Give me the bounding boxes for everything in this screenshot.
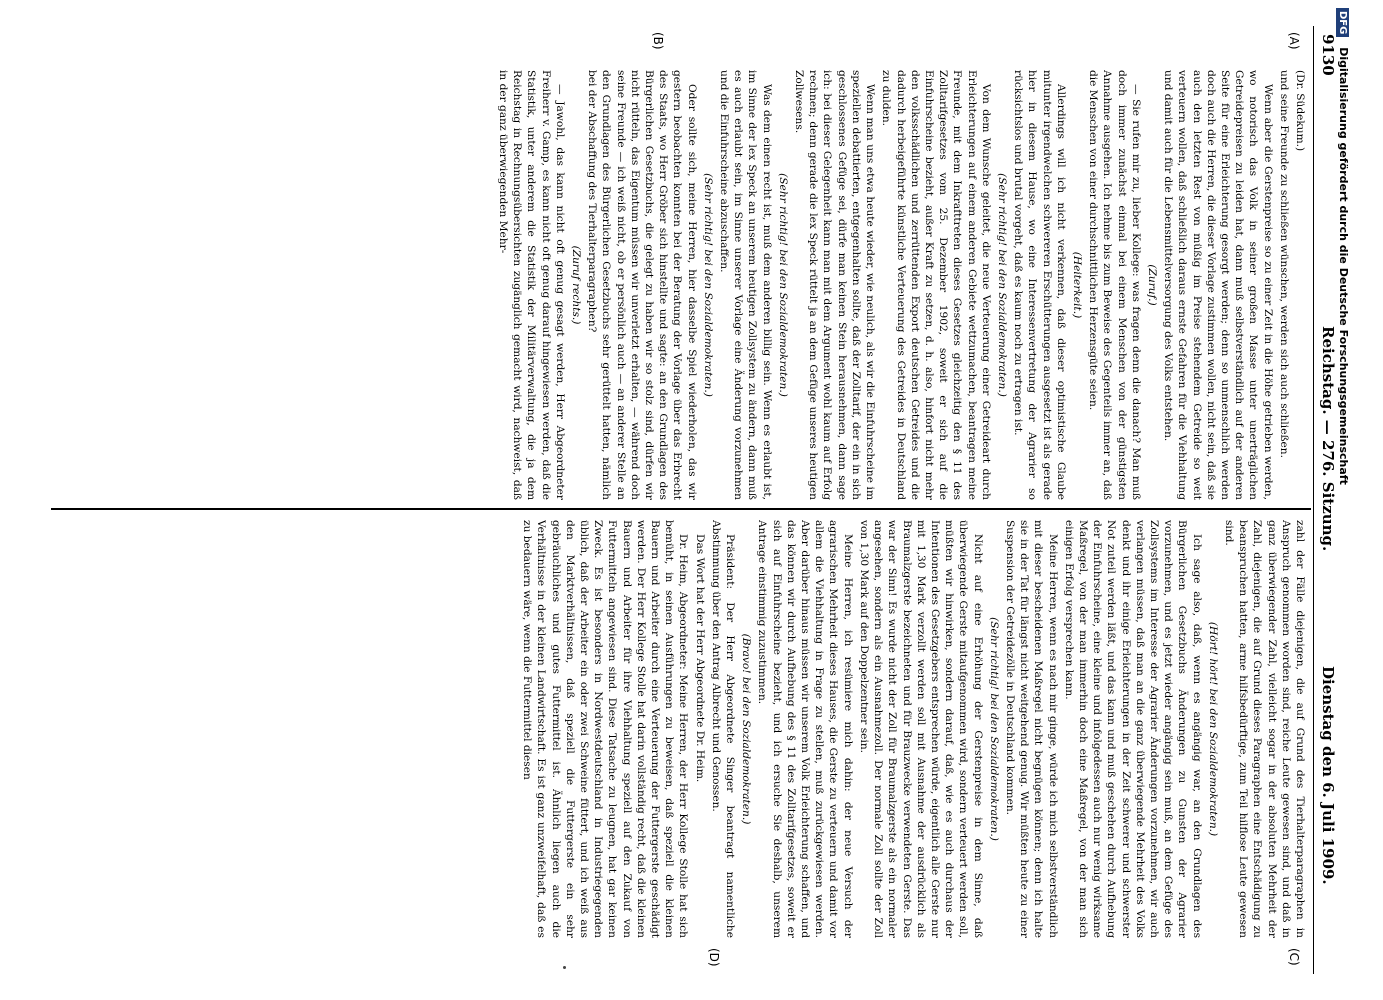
- paragraph: Meine Herren, wenn es nach mir ginge, würde ich mich selbstverständlich mit dieser bescheidenen Maßregel nicht begnügen können; denn ich halte sie in der Tat für längst nicht weitgehend genug. Wir müßten heute zu einer Suspension der Getreidezölle in Deutschland kommen.: [1003, 520, 1059, 938]
- column-divider: [51, 508, 1311, 510]
- right-text-column: [57, 520, 1307, 938]
- margin-letter-a: (A): [1286, 32, 1301, 50]
- interjection: (Sehr richtig! bei den Sozialdemokraten.): [776, 173, 789, 397]
- interjection: (Zuruf.): [1145, 264, 1158, 306]
- session-date: Dienstag den 6. Juli 1909.: [1318, 666, 1337, 885]
- paragraph: Das Wort hat der Herr Abgeordnete Dr. Heim.: [693, 534, 706, 783]
- dfg-logo: DFG: [1336, 8, 1349, 37]
- page-number: 9130: [1318, 34, 1337, 76]
- paragraph: Ich sage also, daß, wenn es angängig war, an den Grundlagen des Bürgerlichen Gesetzbuchs Änderungen zu Gunsten der Agrarier vorzunehmen, und es jetzt wieder angängig sein muß, an dem Gefüge des Zollsystems im Interesse der Agrarier Änderungen vorzunehmen, wir auch verlangen müssen, daß man an die ganz überwiegende Mehrheit des Volks denkt und ihr einige Erleichterungen in der Zeit schwerer und schwerster Not zuteil werden läßt, und das kann und muß geschehen durch Aufhebung der Einfuhrscheine, eine kleine und infolgedessen auch nur wenig wirksame Maßregel, von der man immerhin doch eine Maßregel, von der man sich einigen Erfolg versprechen kann.: [1062, 520, 1203, 938]
- paragraph: Oder sollte sich, meine Herren, hier dasselbe Spiel wiederholen, das wir gestern beobachten konnten bei der Beratung der Vorlage über das Erbrecht des Staats, wo Herr Gröber sich hinstellte und sagte: an den Grundlagen des Bürgerlichen Gesetzbuchs, die gelegt zu haben wir so stolz sind, dürfen wir nicht rütteln, das Eigentum müssen wir unverletzt erhalten, — während doch seine Freunde — ich weiß nicht, ob er persönlich auch — an anderer Stelle an den Grundlagen des Bürgerlichen Gesetzbuchs sehr gerüttelt hatten, nämlich bei der Abschaffung des Tierhalterparagraphen?: [585, 70, 698, 500]
- digitization-notice: [1328, 8, 1350, 1000]
- rotated-newspaper-page: [43, 26, 1341, 974]
- paragraph: Was dem einen recht ist, muß dem anderen billig sein. Wenn es erlaubt ist, im Sinne der lex Speck an unserem heutigen Zollsystem zu ändern, dann muß es auch erlaubt sein, im Sinne unserer Vorlage eine Änderung vorzunehmen und die Einfuhrscheine abzuschaffen.: [717, 70, 773, 500]
- interjection: (Sehr richtig! bei den Sozialdemokraten.): [995, 173, 1008, 397]
- scan-speck: [563, 966, 566, 969]
- session-title: Reichstag. — 276. Sitzung.: [1318, 326, 1337, 552]
- paragraph: Wenn man uns etwa heute wieder, wie neulich, als wir die Einfuhrscheine im speziellen debattierten, entgegenhalten sollte, daß der Zolltarif, der ein in sich geschlossenes Gefüge sei, dürfe man keinen Stein herausnehmen, dann sage ich: bei dieser Gelegenheit kann man mit dem Argument wohl kaum auf Erfolg rechnen; denn gerade die lex Speck rüttelt ja an dem Gefüge unseres heutigen Zollwesens.: [792, 70, 876, 500]
- interjection: (Sehr richtig! bei den Sozialdemokraten.): [701, 173, 714, 397]
- interjection: (Zuruf rechts.): [569, 245, 582, 325]
- margin-letter-c: (C): [1286, 948, 1301, 966]
- paragraph: Nicht auf eine Erhöhung der Gerstenpreise in dem Sinne, daß überwiegende Gerste mitaufgenommen wird, sondern verteuert werden soll, müßten wir hinwirken, sondern darauf, daß, wie es auch durchaus der Intentionen des Gesetzgebers entsprechen würde, eigentlich alle Gerste nur mit 1,30 Mark verzollt werden soll mit Ausnahme der ausdrücklich als Braumalzgerste bezeichneten und für Brauzwecke verwendeten Gerste. Das war der Sinn! Es wurde nicht der Zoll für Braumalzgerste als ein normaler angesehen, sondern als ein Ausnahmezoll. Der normale Zoll sollte der Zoll von 1,30 Mark auf den Doppelzentner sein.: [857, 520, 984, 938]
- paragraph: Allerdings will ich nicht verkennen, daß dieser optimistische Glaube mitunter irgendwelchen schwereren Erschütterungen ausgesetzt ist als gerade hier in diesem Hause, wo eine Interessenvertretung der Agrarier so rücksichtslos und brutal vorgeht, daß es kaum noch zu ertragen ist.: [1011, 70, 1067, 500]
- margin-letter-d: (D): [706, 948, 721, 967]
- paragraph: Von dem Wunsche geleitet, die neue Verteuerung einer Getreideart durch Erleichterungen auf einem anderen Gebiete wettzumachen, beantragen meine Freunde, mit dem Inkrafttreten dieses Gesetzes gleichzeitig den § 11 des Zolltarifgesetzes vom 25. Dezember 1902, soweit er sich auf die Einfuhrscheine bezieht, außer Kraft zu setzen, d. h. also, hinfort nicht mehr den volksschädlichen und zerrüttenden Export deutschen Getreides und die dadurch herbeigeführte künstliche Verteuerung des Getreides in Deutschland zu dulden.: [879, 70, 992, 500]
- paragraph: Dr. Heim, Abgeordneter: Meine Herren, der Herr Kollege Stolle hat sich bemüht, in seinen Ausführungen zu beweisen, daß speziell die kleinen Bauern und Arbeiter durch eine Verteuerung der Futtergerste geschädigt werden. Der Herr Kollege Stolle hat darin vollständig recht, daß die kleinen Bauern und Arbeiter für ihre Viehhaltung speziell auf den Zukauf von Futtermitteln angewiesen sind. Diese Tatsache zu leugnen, hat gar keinen Zweck. Es ist besonders in Nordwestdeutschland in Industriegegenden üblich, daß der Arbeiter ein oder zwei Schweine füttert, und ich weiß aus den Marktverhältnissen, daß speziell die Futtergerste ein sehr gebräuchliches und gutes Futtermittel ist. Ähnlich liegen auch die Verhältnisse in der kleinen Landwirtschaft. Es ist ganz unzweifelhaft, daß es zu bedauern wäre, wenn die Futtermittel diesen: [520, 520, 689, 938]
- interjection: (Bravo! bei den Sozialdemokraten.): [739, 633, 752, 825]
- header-rule: [1313, 26, 1314, 974]
- left-text-column: [57, 70, 1307, 500]
- interjection: (Hört! hört! bei den Sozialdemokraten.): [1206, 621, 1219, 837]
- interjection: (Heiterkeit.): [1070, 251, 1083, 319]
- paragraph: und seine Freunde zu schließen wünschen, werden sich auch schließen.: [1277, 70, 1290, 459]
- paragraph: zahl der Fälle diejenigen, die auf Grund des Tierhalterparagraphen in Anspruch genommen worden sind, reiche Leute gewesen sind, und daß in ganz überwiegender Zahl, vielleicht sogar in der absoluten Mehrheit der Zahl, diejenigen, die auf Grund dieses Paragraphen eine Entschädigung zu beanspruchen hatten, arme hilfsbedürftige, zum Teil hilflose Leute gewesen sind.: [1222, 520, 1306, 938]
- paragraph: — Jawohl, das kann nicht oft genug gesagt werden, Herr Abgeordneter Freiherr v. Gamp, es kann nicht oft genug darauf hingewiesen werden, daß die Statistik, unter anderem die Statistik der Militärverwaltung, die ja dem Reichstag in Rechnungsübersichten zugänglich gemacht wird, nachweist, daß in der ganz überwiegenden Mehr-: [496, 70, 566, 500]
- paragraph: (Dr. Südekum.): [1293, 70, 1306, 152]
- paragraph: Wenn aber die Gerstenpreise so zu einer Zeit in die Höhe getrieben werden, wo notorisch das Volk in seiner großen Masse unter unerträglichen Getreidepreisen zu leiden hat, dann muß selbstverständlich auf der anderen Seite für eine Erleichterung gesorgt werden; denn so unmenschlich werden doch auch die Herren, die dieser Vorlage zustimmen wollen, nicht sein, daß sie auch den letzten Rest von müßig im Preise stehendem Getreide so weit verteuern wollen, daß schließlich daraus ernste Gefahren für die Viehhaltung und damit auch für die Lebensmittelversorgung des Volks entstehen.: [1161, 70, 1274, 500]
- paragraph: Meine Herren, ich resümiere mich dahin: der neue Versuch der agrarischen Mehrheit dieses Hauses, die Gerste zu verteuern und damit vor allem die Viehhaltung in Frage zu stellen, muß zurückgewiesen werden. Aber darüber hinaus müssen wir unserem Volk Erleichterung schaffen, und das können wir durch Aufhebung des § 11 des Zolltarifgesetzes, soweit er sich auf Einfuhrscheine bezieht, und ich ersuche Sie deshalb, unserem Antrage einstimmig zuzustimmen.: [755, 520, 854, 938]
- digitization-text: Digitalisierung gefördert durch die Deutsche Forschungsgemeinschaft: [1337, 47, 1350, 485]
- paragraph: — Sie rufen mir zu, lieber Kollege: was fragen denn die danach? Man muß doch immer zunächst einmal bei einem Menschen von der günstigsten Annahme ausgehen. Ich nehme bis zum Beweise des Gegenteils immer an, daß die Menschen von einer durchschnittlichen Herzensgüte seien.: [1086, 70, 1142, 500]
- interjection: (Sehr richtig! bei den Sozialdemokraten.): [987, 617, 1000, 841]
- margin-letter-b: (B): [650, 32, 665, 50]
- paragraph: Präsident: Der Herr Abgeordnete Singer beantragt namentliche Abstimmung über den Antrag Albrecht und Genossen.: [709, 520, 736, 938]
